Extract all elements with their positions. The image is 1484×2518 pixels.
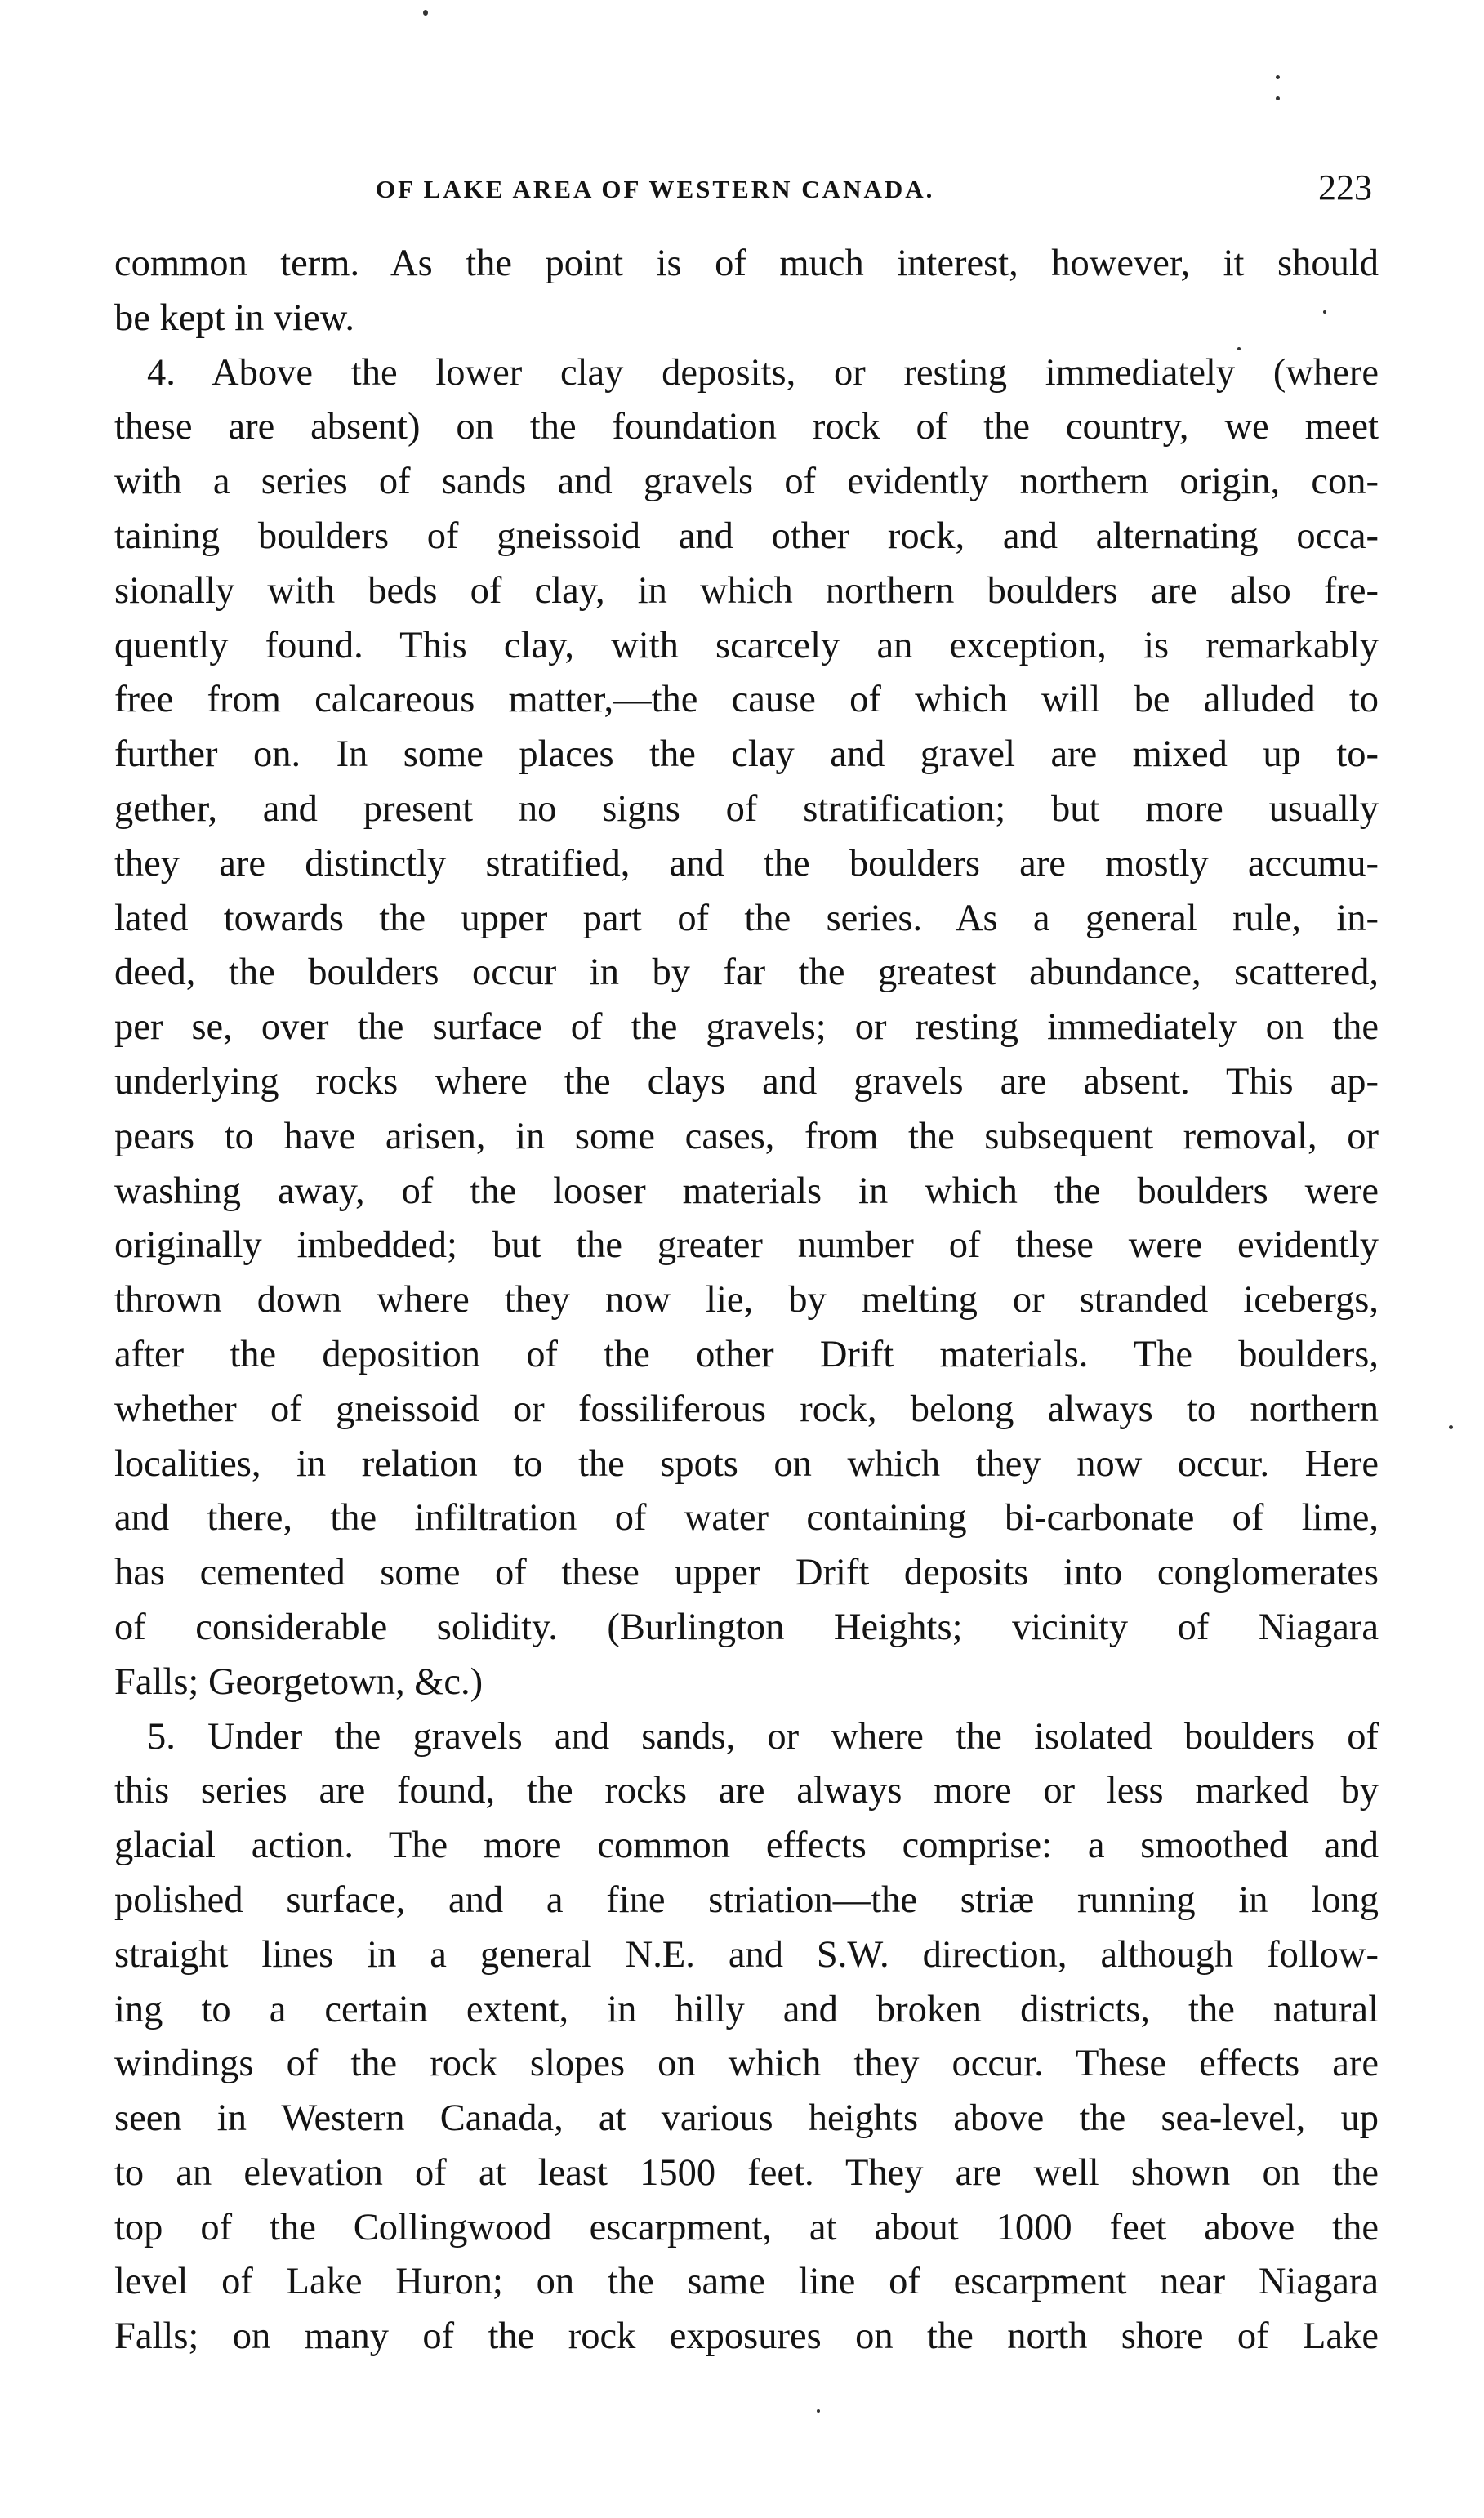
text-line: top of the Collingwood escarpment, at about 1000 feet above the — [114, 2206, 1379, 2248]
text-line: be kept in view. — [114, 296, 354, 339]
body-text — [114, 237, 1379, 2364]
text-line: per se, over the surface of the gravels; or resting immediately on the — [114, 1006, 1379, 1049]
print-speck — [423, 10, 428, 16]
text-line: pears to have arisen, in some cases, from the subsequent removal, or — [114, 1115, 1379, 1157]
text-line: this series are found, the rocks are always more or less marked by — [114, 1770, 1379, 1812]
text-line: after the deposition of the other Drift materials. The boulders, — [114, 1333, 1379, 1375]
text-line: straight lines in a general N.E. and S.W. direction, although follow- — [114, 1933, 1379, 1976]
text-line: gether, and present no signs of stratification; but more usually — [114, 787, 1379, 830]
text-line: further on. In some places the clay and gravel are mixed up to- — [114, 733, 1379, 776]
text-line: has cemented some of these upper Drift deposits into conglomerates — [114, 1552, 1379, 1594]
print-speck — [1276, 75, 1280, 79]
print-speck — [817, 2409, 820, 2413]
text-line: originally imbedded; but the greater number of these were evidently — [114, 1224, 1379, 1267]
text-line: windings of the rock slopes on which they occur. These effects are — [114, 2043, 1379, 2085]
text-line: sionally with beds of clay, in which northern boulders are also fre- — [114, 569, 1379, 612]
text-line: thrown down where they now lie, by melting or stranded icebergs, — [114, 1279, 1379, 1321]
running-title: OF LAKE AREA OF WESTERN CANADA. — [376, 175, 935, 203]
text-line: whether of gneissoid or fossiliferous rock, belong always to northern — [114, 1388, 1379, 1430]
paragraph-4-first-line: 4. Above the lower clay deposits, or resting immediately (where — [147, 351, 1379, 394]
page-number: 223 — [1318, 167, 1372, 207]
text-line: level of Lake Huron; on the same line of escarpment near Niagara — [114, 2261, 1379, 2303]
text-line: common term. As the point is of much interest, however, it should — [114, 243, 1379, 284]
text-line: of considerable solidity. (Burlington Heights; vicinity of Niagara — [114, 1606, 1379, 1648]
print-speck — [1276, 96, 1280, 100]
paragraph-5-first-line: 5. Under the gravels and sands, or where the isolated boulders of — [147, 1715, 1379, 1758]
text-line: quently found. This clay, with scarcely an exception, is remarkably — [114, 624, 1379, 666]
text-line: they are distinctly stratified, and the boulders are mostly accumu- — [114, 842, 1379, 885]
text-line: Falls; on many of the rock exposures on the north shore of Lake — [114, 2315, 1379, 2358]
text-line: and there, the infiltration of water containing bi-carbonate of lime, — [114, 1497, 1379, 1540]
text-line: to an elevation of at least 1500 feet. They are well shown on the — [114, 2151, 1379, 2194]
text-line: ing to a certain extent, in hilly and broken districts, the natural — [114, 1988, 1379, 2030]
text-line: with a series of sands and gravels of evidently northern origin, con- — [114, 461, 1379, 503]
running-head — [114, 163, 1372, 212]
text-line: free from calcareous matter,—the cause of which will be alluded to — [114, 679, 1379, 721]
text-line: underlying rocks where the clays and gravels are absent. This ap- — [114, 1060, 1379, 1103]
text-line: seen in Western Canada, at various heights above the sea-level, up — [114, 2097, 1379, 2140]
text-line: localities, in relation to the spots on which they now occur. Here — [114, 1442, 1379, 1485]
text-line: taining boulders of gneissoid and other rock, and alternating occa- — [114, 515, 1379, 557]
text-line: polished surface, and a fine striation—the striæ running in long — [114, 1878, 1379, 1921]
print-speck — [1449, 1425, 1453, 1429]
text-line: washing away, of the looser materials in which the boulders were — [114, 1170, 1379, 1212]
text-line: these are absent) on the foundation rock of the country, we meet — [114, 406, 1379, 448]
text-line: deed, the boulders occur in by far the greatest abundance, scattered, — [114, 951, 1379, 994]
text-line: glacial action. The more common effects comprise: a smoothed and — [114, 1825, 1379, 1867]
text-line: lated towards the upper part of the series. As a general rule, in- — [114, 897, 1379, 939]
text-line: Falls; Georgetown, &c.) — [114, 1660, 484, 1703]
